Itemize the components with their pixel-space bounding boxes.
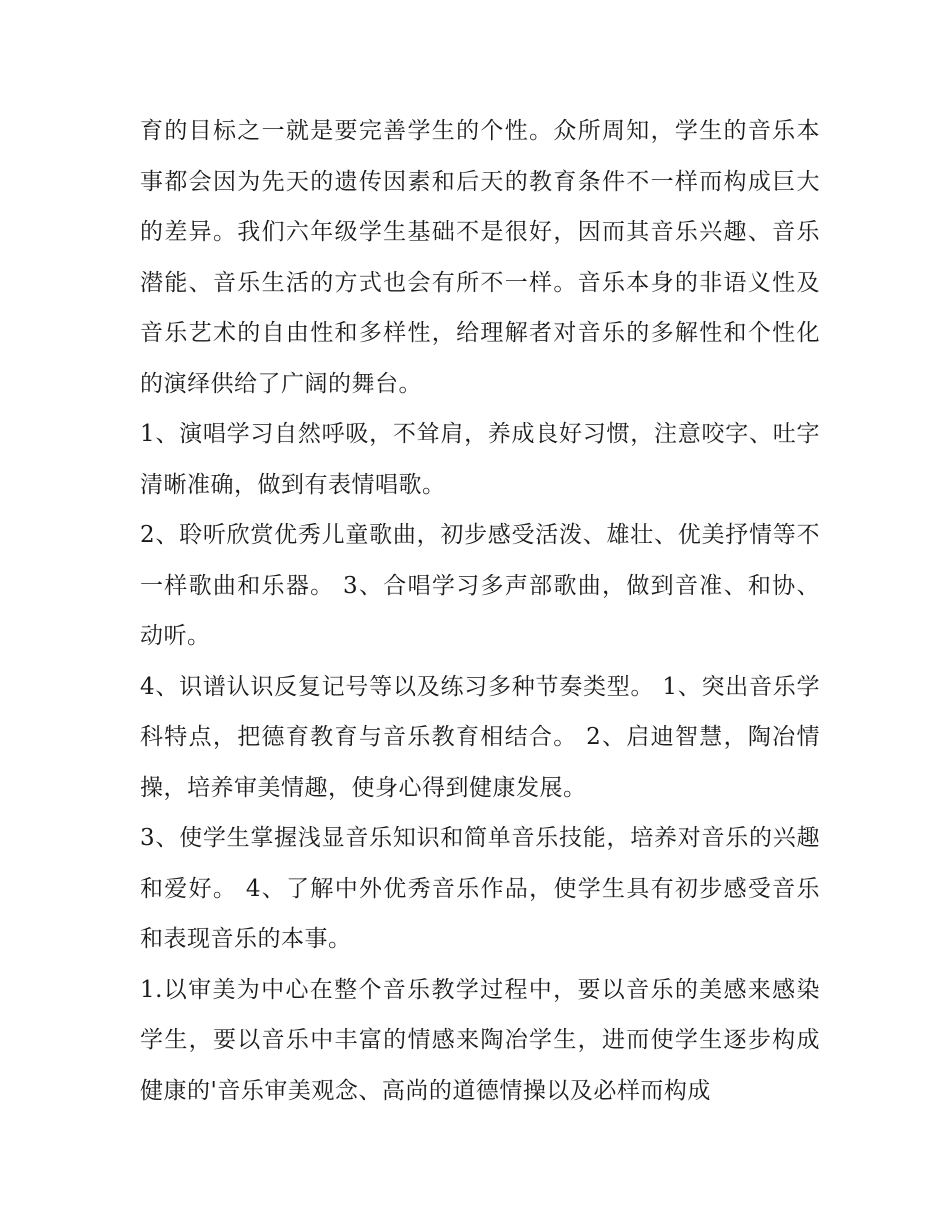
paragraph-principle-1: 1.以审美为中心在整个音乐教学过程中，要以音乐的美感来感染学生，要以音乐中丰富的情感来陶冶学生，进而使学生逐步构成健康的'音乐审美观念、高尚的道德情操以及必样而构成: [140, 976, 820, 1104]
paragraph-item-3: 3、使学生掌握浅显音乐知识和简单音乐技能，培养对音乐的兴趣和爱好。 4、了解中外优秀音乐作品，使学生具有初步感受音乐和表现音乐的本事。: [140, 825, 820, 952]
paragraph-item-4: 4、识谱认识反复记号等以及练习多种节奏类型。 1、突出音乐学科特点，把德育教育与音乐教育相结合。 2、启迪智慧，陶冶情操，培养审美情趣，使身心得到健康发展。: [140, 673, 820, 801]
document-body: [140, 106, 820, 1116]
paragraph-intro: 育的目标之一就是要完善学生的个性。众所周知，学生的音乐本事都会因为先天的遗传因素和后天的教育条件不一样而构成巨大的差异。我们六年级学生基础不是很好，因而其音乐兴趣、音乐潜能、音乐生活的方式也会有所不一样。音乐本身的非语义性及音乐艺术的自由性和多样性，给理解者对音乐的多解性和个性化的演绎供给了广阔的舞台。: [140, 118, 820, 397]
paragraph-item-1: 1、演唱学习自然呼吸，不耸肩，养成良好习惯，注意咬字、吐字清晰准确，做到有表情唱歌。: [140, 421, 820, 498]
paragraph-item-2: 2、聆听欣赏优秀儿童歌曲，初步感受活泼、雄壮、优美抒情等不一样歌曲和乐器。 3、合唱学习多声部歌曲，做到音准、和协、动听。: [140, 522, 820, 649]
